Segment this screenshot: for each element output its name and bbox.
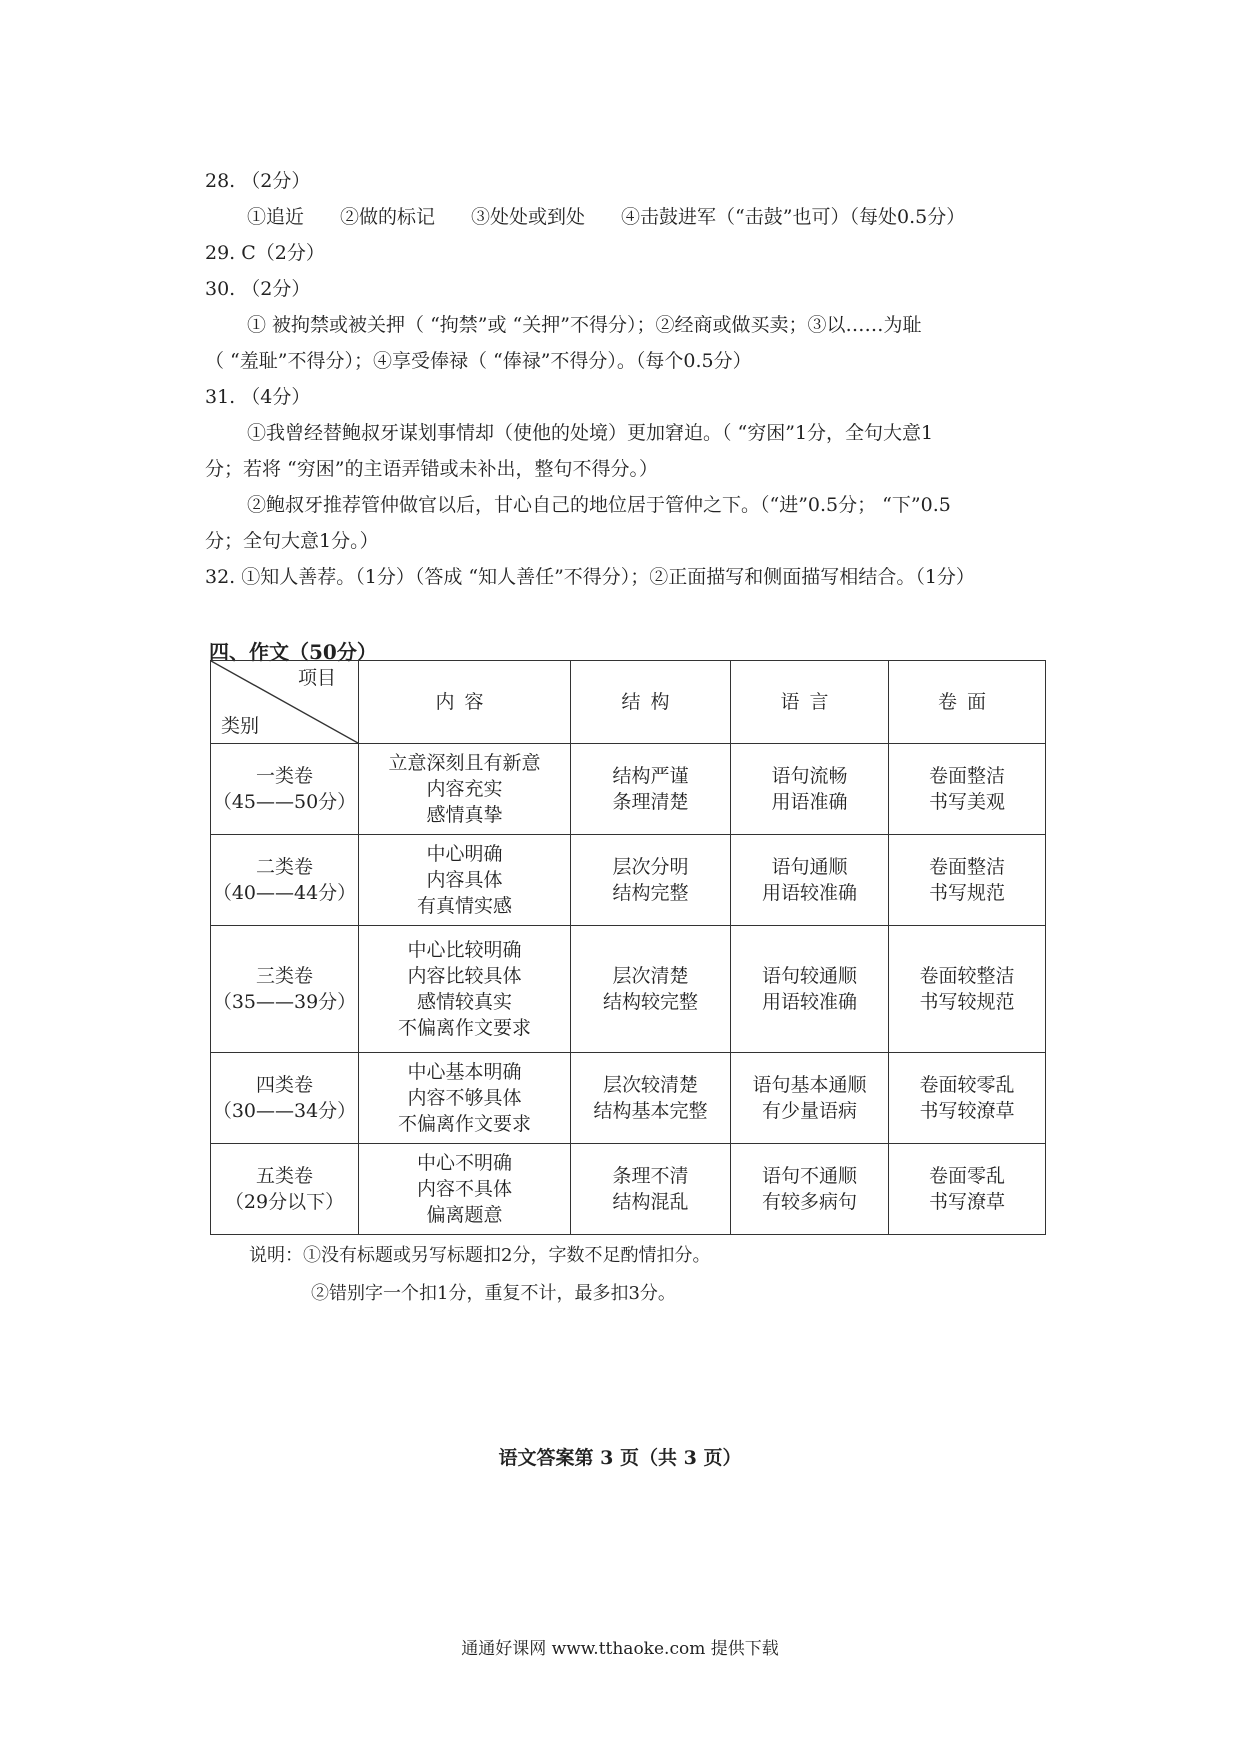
category-name: 三类卷 <box>255 965 313 987</box>
surface-cell <box>889 744 1046 835</box>
q28-item-4: ④击鼓进军（“击鼓”也可）（每处0.5分） <box>621 206 966 228</box>
header-content: 内容 <box>359 661 571 744</box>
language-cell <box>731 926 889 1053</box>
cell-text: 条理清楚 <box>612 791 689 813</box>
surface-cell <box>889 926 1046 1053</box>
category-cell <box>211 835 359 926</box>
category-range: （35——39分） <box>212 991 357 1013</box>
cell-text: 条理不清 <box>612 1165 689 1187</box>
cell-text: 偏离题意 <box>426 1204 503 1226</box>
cell-text: 书写较规范 <box>919 991 1015 1013</box>
cell-text: 层次分明 <box>612 856 689 878</box>
category-cell <box>211 926 359 1053</box>
cell-text: 有较多病句 <box>761 1191 857 1213</box>
category-cell <box>211 744 359 835</box>
cell-text: 语句不通顺 <box>761 1165 857 1187</box>
header-row <box>211 661 1046 744</box>
cell-text: 中心比较明确 <box>407 939 522 961</box>
content-cell <box>359 926 571 1053</box>
cell-text: 语句流畅 <box>771 765 848 787</box>
category-range: （45——50分） <box>212 791 357 813</box>
cell-text: 语句通顺 <box>771 856 848 878</box>
surface-cell <box>889 1144 1046 1235</box>
cell-text: 中心明确 <box>426 843 503 865</box>
grading-table <box>210 660 1046 1235</box>
category-name: 一类卷 <box>255 765 313 787</box>
table-row <box>211 926 1046 1053</box>
cell-text: 卷面较零乱 <box>919 1074 1015 1096</box>
cell-text: 立意深刻且有新意 <box>388 752 541 774</box>
surface-cell <box>889 1053 1046 1144</box>
cell-text: 有少量语病 <box>761 1100 857 1122</box>
cell-text: 卷面较整洁 <box>919 965 1015 987</box>
category-cell <box>211 1144 359 1235</box>
structure-cell <box>571 1053 731 1144</box>
cell-text: 卷面整洁 <box>928 765 1005 787</box>
source-footer: 通通好课网 www.tthaoke.com 提供下载 <box>461 1639 779 1659</box>
category-name: 二类卷 <box>255 856 313 878</box>
q28-items <box>247 202 965 229</box>
category-range: （40——44分） <box>212 882 357 904</box>
grading-notes <box>249 1241 711 1304</box>
table-row <box>211 1144 1046 1235</box>
language-cell <box>731 1144 889 1235</box>
essay-title: 四、作文（50分） <box>209 640 377 664</box>
category-name: 五类卷 <box>255 1165 313 1187</box>
corner-label-items: 项目 <box>297 667 336 689</box>
cell-text: 用语准确 <box>771 791 848 813</box>
note-2: ②错别字一个扣1分，重复不计，最多扣3分。 <box>311 1283 676 1304</box>
cell-text: 内容具体 <box>426 869 503 891</box>
page-number: 语文答案第 3 页（共 3 页） <box>498 1447 742 1469</box>
content-cell <box>359 1053 571 1144</box>
corner-label-category: 类别 <box>221 715 260 737</box>
q31-head: 31. （4分） <box>205 386 311 408</box>
cell-text: 结构较完整 <box>602 991 698 1013</box>
q28-item-3: ③处处或到处 <box>471 206 586 228</box>
content-cell <box>359 744 571 835</box>
cell-text: 书写美观 <box>928 791 1005 813</box>
q28-item-2: ②做的标记 <box>340 206 436 228</box>
corner-cell <box>211 661 359 744</box>
q28-head: 28. （2分） <box>205 170 311 192</box>
cell-text: 卷面零乱 <box>928 1165 1005 1187</box>
q31-line-1: ①我曾经替鲍叔牙谋划事情却（使他的处境）更加窘迫。（ “穷困”1分，全句大意1 <box>247 422 934 444</box>
q29: 29. C（2分） <box>205 242 325 264</box>
content-cell <box>359 1144 571 1235</box>
cell-text: 感情较真实 <box>416 991 512 1013</box>
table-row <box>211 744 1046 835</box>
cell-text: 语句较通顺 <box>761 965 857 987</box>
q28-item-1: ①追近 <box>247 206 305 228</box>
cell-text: 有真情实感 <box>416 895 512 917</box>
category-range: （29分以下） <box>224 1191 345 1213</box>
cell-text: 用语较准确 <box>761 882 857 904</box>
structure-cell <box>571 835 731 926</box>
q31-line-2: 分；若将 “穷困”的主语弄错或未补出，整句不得分。） <box>205 458 658 480</box>
cell-text: 感情真挚 <box>426 804 503 826</box>
category-name: 四类卷 <box>255 1074 313 1096</box>
cell-text: 结构严谨 <box>612 765 689 787</box>
category-cell <box>211 1053 359 1144</box>
table-row <box>211 835 1046 926</box>
cell-text: 不偏离作文要求 <box>397 1113 531 1135</box>
header-structure: 结构 <box>571 661 731 744</box>
language-cell <box>731 835 889 926</box>
cell-text: 层次较清楚 <box>602 1074 698 1096</box>
cell-text: 用语较准确 <box>761 991 857 1013</box>
cell-text: 书写规范 <box>928 882 1005 904</box>
cell-text: 结构混乱 <box>612 1191 689 1213</box>
language-cell <box>731 744 889 835</box>
cell-text: 内容充实 <box>426 778 503 800</box>
cell-text: 层次清楚 <box>612 965 689 987</box>
cell-text: 结构完整 <box>612 882 689 904</box>
q30-head: 30. （2分） <box>205 278 311 300</box>
header-language: 语言 <box>731 661 889 744</box>
cell-text: 书写潦草 <box>928 1191 1005 1213</box>
language-cell <box>731 1053 889 1144</box>
q31-line-3: ②鲍叔牙推荐管仲做官以后，甘心自己的地位居于管仲之下。（“进”0.5分； “下”0.5 <box>247 494 951 516</box>
structure-cell <box>571 1144 731 1235</box>
q30-line-2: （ “羞耻”不得分）；④享受俸禄（ “俸禄”不得分）。（每个0.5分） <box>205 350 752 372</box>
surface-cell <box>889 835 1046 926</box>
cell-text: 不偏离作文要求 <box>397 1017 531 1039</box>
q31-line-4: 分；全句大意1分。） <box>205 530 379 552</box>
table-row <box>211 1053 1046 1144</box>
cell-text: 内容不具体 <box>416 1178 512 1200</box>
category-range: （30——34分） <box>212 1100 357 1122</box>
cell-text: 内容不够具体 <box>407 1087 522 1109</box>
cell-text: 内容比较具体 <box>407 965 522 987</box>
cell-text: 中心不明确 <box>416 1152 512 1174</box>
cell-text: 卷面整洁 <box>928 856 1005 878</box>
q32: 32. ①知人善荐。（1分）（答成 “知人善任”不得分）；②正面描写和侧面描写相结合。（1分） <box>205 566 975 588</box>
q30-line-1: ① 被拘禁或被关押（ “拘禁”或 “关押”不得分）；②经商或做买卖；③以……为耻 <box>247 314 922 336</box>
structure-cell <box>571 926 731 1053</box>
cell-text: 语句基本通顺 <box>752 1074 867 1096</box>
cell-text: 结构基本完整 <box>593 1100 708 1122</box>
cell-text: 中心基本明确 <box>407 1061 522 1083</box>
header-surface: 卷面 <box>889 661 1046 744</box>
cell-text: 书写较潦草 <box>919 1100 1015 1122</box>
note-1: 说明：①没有标题或另写标题扣2分，字数不足酌情扣分。 <box>249 1245 711 1266</box>
content-cell <box>359 835 571 926</box>
structure-cell <box>571 744 731 835</box>
